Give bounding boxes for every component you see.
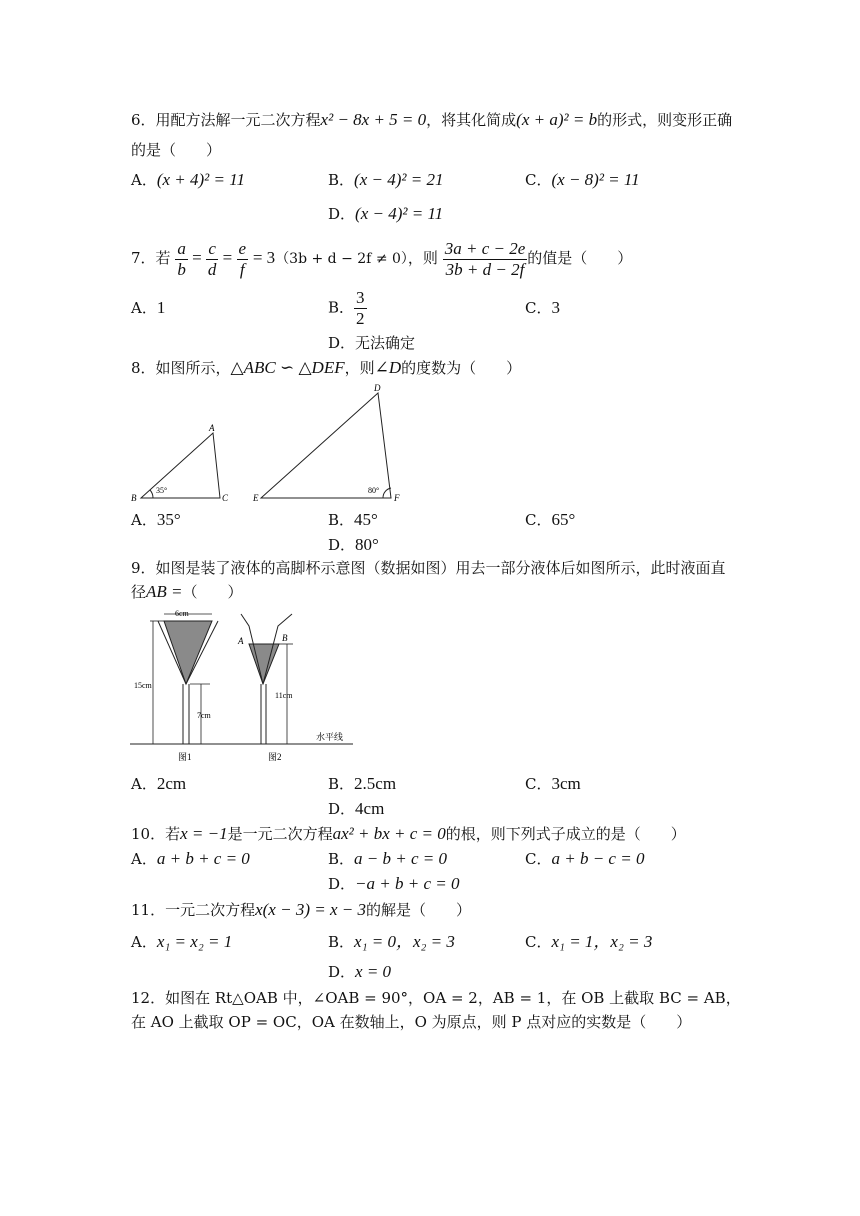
- q6-option-d[interactable]: [328, 202, 443, 226]
- q8-relation: △ABC ∽ △DEF: [230, 358, 345, 377]
- q10-text-b: 是一元二次方程: [227, 825, 333, 843]
- option-text: 2cm: [156, 774, 187, 793]
- q6-text-c: 的形式，则变形正确: [597, 111, 733, 129]
- angle-b-arc: [150, 490, 153, 498]
- label-11cm: 11cm: [275, 691, 293, 700]
- option-label: D．: [328, 536, 356, 554]
- option-text: x₁ = 1，x₂ = 3: [551, 932, 653, 951]
- numerator: 3a + c − 2e: [444, 238, 526, 258]
- denominator: f: [239, 259, 245, 279]
- q6-equation: x² − 8x + 5 = 0: [320, 110, 427, 129]
- option-label: D．: [328, 963, 356, 981]
- q7-text-b: ，则: [407, 249, 438, 267]
- q8-triangles-figure: [125, 380, 415, 508]
- option-text: a − b + c = 0: [354, 849, 447, 868]
- q6-text: 6．用配方法解一元二次方程: [131, 111, 321, 129]
- q8-text-c: 的度数为（ ）: [401, 359, 522, 377]
- q10-option-c[interactable]: [525, 847, 644, 871]
- label-15cm: 15cm: [134, 681, 152, 690]
- q7-condition: （3b + d − 2f ≠ 0）: [275, 251, 408, 267]
- q8-option-a[interactable]: [131, 508, 181, 532]
- q6-option-c[interactable]: [525, 168, 640, 192]
- angle-f-value: 80°: [368, 486, 380, 495]
- label-level: 水平线: [316, 732, 344, 742]
- q10-option-b[interactable]: [328, 847, 447, 871]
- q6-option-a[interactable]: [131, 168, 245, 192]
- q10-text: 10．若: [131, 825, 181, 843]
- q7-fraction-2: [206, 239, 219, 280]
- q11-option-c[interactable]: [525, 930, 652, 954]
- q11-option-a[interactable]: [131, 930, 232, 954]
- option-label: B．: [328, 171, 355, 189]
- q9-option-c[interactable]: [525, 772, 581, 796]
- option-text: (x − 4)² = 21: [354, 170, 444, 189]
- option-text: 80°: [355, 535, 379, 554]
- option-text: (x + 4)² = 11: [156, 170, 245, 189]
- option-text: 4cm: [355, 799, 385, 818]
- numerator: e: [238, 238, 247, 258]
- question-6-stem: [131, 108, 732, 132]
- q8-text: 8．如图所示，: [131, 359, 231, 377]
- option-text: a + b − c = 0: [551, 849, 645, 868]
- denominator: d: [207, 259, 217, 279]
- q7-option-c[interactable]: [525, 296, 560, 320]
- q9-option-b[interactable]: [328, 772, 396, 796]
- option-text: x₁ = 0，x₂ = 3: [354, 932, 455, 951]
- option-text: 45°: [354, 510, 378, 529]
- option-label: A．: [131, 299, 157, 317]
- option-text: (x − 8)² = 11: [551, 170, 640, 189]
- option-text: 3cm: [551, 774, 581, 793]
- q10-option-d[interactable]: [328, 872, 459, 896]
- numerator: c: [206, 239, 219, 260]
- label-7cm: 7cm: [197, 711, 211, 720]
- q10-equation: ax² + bx + c = 0: [332, 824, 446, 843]
- option-text: 无法确定: [355, 334, 416, 352]
- q9-text-c: （ ）: [182, 583, 243, 601]
- q8-text-b: ，则: [344, 359, 375, 377]
- option-label: A．: [131, 850, 157, 868]
- option-label: B．: [328, 775, 355, 793]
- option-label: D．: [328, 205, 356, 223]
- option-label: C．: [525, 511, 552, 529]
- option-text: x = 0: [355, 962, 392, 981]
- q9-option-a[interactable]: [131, 772, 186, 796]
- option-label: C．: [525, 933, 552, 951]
- q7-eq-tail: = 3: [252, 248, 276, 267]
- q6-option-b[interactable]: [328, 168, 443, 192]
- option-text: 65°: [551, 510, 576, 529]
- q9-text: 径: [131, 583, 147, 601]
- option-label: B．: [328, 511, 355, 529]
- q8-angle: ∠D: [374, 358, 402, 377]
- question-9-stem-cont: [131, 580, 243, 604]
- q8-option-d[interactable]: [328, 533, 379, 557]
- q10-option-a[interactable]: [131, 847, 250, 871]
- question-8-stem: [131, 356, 521, 380]
- q7-option-b[interactable]: [328, 288, 367, 329]
- label-e: E: [253, 493, 259, 503]
- option-text: x₁ = x₂ = 1: [156, 932, 233, 951]
- label-figure-2: 图2: [268, 752, 282, 762]
- question-10-stem: [131, 822, 686, 846]
- option-text: −a + b + c = 0: [355, 874, 460, 893]
- q8-option-c[interactable]: [525, 508, 575, 532]
- option-label: D．: [328, 875, 356, 893]
- label-f: F: [394, 493, 400, 503]
- q11-equation: x(x − 3) = x − 3: [255, 900, 366, 919]
- numerator: 3: [356, 288, 365, 307]
- triangle-abc: [141, 433, 220, 498]
- numerator: a: [177, 238, 186, 258]
- question-11-stem: [131, 898, 471, 922]
- option-text: 3: [551, 298, 560, 317]
- q11-option-d[interactable]: [328, 960, 391, 984]
- option-label: A．: [131, 171, 157, 189]
- option-label: A．: [131, 775, 157, 793]
- q11-text: 11．一元二次方程: [131, 901, 256, 919]
- label-d: D: [374, 383, 381, 393]
- q10-text-c: 的根，则下列式子成立的是（ ）: [445, 825, 686, 843]
- q7-text-c: 的值是（ ）: [527, 249, 633, 267]
- option-label: A．: [131, 933, 157, 951]
- label-figure-1: 图1: [178, 752, 192, 762]
- q11-option-b[interactable]: [328, 930, 455, 954]
- option-text: 35°: [156, 510, 181, 529]
- question-6-stem-cont: 的是（ ）: [131, 141, 222, 159]
- option-label: D．: [328, 334, 356, 352]
- q9-goblet-figure: [128, 606, 368, 766]
- label-b: B: [282, 633, 288, 643]
- q7-option-a[interactable]: [131, 296, 165, 320]
- q6-form: (x + a)² = b: [516, 110, 598, 129]
- denominator: 2: [356, 309, 365, 328]
- triangle-def: [261, 393, 391, 498]
- goblet-1: [158, 621, 218, 744]
- option-label: A．: [131, 511, 157, 529]
- q11-text-b: 的解是（ ）: [365, 901, 471, 919]
- option-label: B．: [328, 933, 355, 951]
- option-label: C．: [525, 171, 552, 189]
- label-a: A: [209, 423, 215, 433]
- denominator: b: [177, 259, 186, 279]
- question-7-stem: 7．若 $\frac{a}{b}$ = $\frac{c}{d}$ = $\frac{e}{f}$ = 3（3b + d − 2f ≠ 0），则 $\frac{3a + c - 2e}{3b + d - 2f}$ 的值是（ ）: [131, 238, 633, 279]
- option-fraction: [354, 288, 367, 329]
- q9-ab: AB =: [146, 582, 183, 601]
- q8-option-b[interactable]: [328, 508, 378, 532]
- q7-text: 7．若: [131, 249, 171, 267]
- option-label: C．: [525, 775, 552, 793]
- option-label: C．: [525, 299, 552, 317]
- denominator: 3b + d − 2f: [445, 259, 525, 279]
- option-text: (x − 4)² = 11: [355, 204, 444, 223]
- q10-x: x = −1: [180, 824, 228, 843]
- q9-option-d[interactable]: [328, 797, 384, 821]
- question-12-stem-cont: 在 AO 上截取 OP = OC，OA 在数轴上，O 为原点，则 P 点对应的实数是（ ）: [131, 1013, 692, 1031]
- angle-b-value: 35°: [156, 486, 168, 495]
- option-text: 2.5cm: [354, 774, 397, 793]
- q7-fraction-1: [175, 239, 188, 280]
- option-label: B．: [328, 298, 355, 317]
- q7-big-fraction: [443, 239, 528, 280]
- q7-option-d[interactable]: [328, 331, 415, 355]
- question-9-stem: 9．如图是装了液体的高脚杯示意图（数据如图）用去一部分液体后如图所示，此时液面直: [131, 559, 726, 577]
- label-a: A: [238, 636, 244, 646]
- q7-fraction-3: [237, 239, 249, 280]
- option-text: 1: [156, 298, 166, 317]
- q6-text-b: ，将其化简成: [426, 111, 517, 129]
- label-b: B: [131, 493, 137, 503]
- label-c: C: [222, 493, 229, 503]
- option-label: B．: [328, 850, 355, 868]
- question-12-stem: 12．如图在 Rt△OAB 中，∠OAB = 90°，OA = 2，AB = 1，在 OB 上截取 BC = AB，: [131, 989, 741, 1007]
- option-label: D．: [328, 800, 356, 818]
- option-label: C．: [525, 850, 552, 868]
- option-text: a + b + c = 0: [156, 849, 250, 868]
- label-6cm: 6cm: [175, 609, 189, 618]
